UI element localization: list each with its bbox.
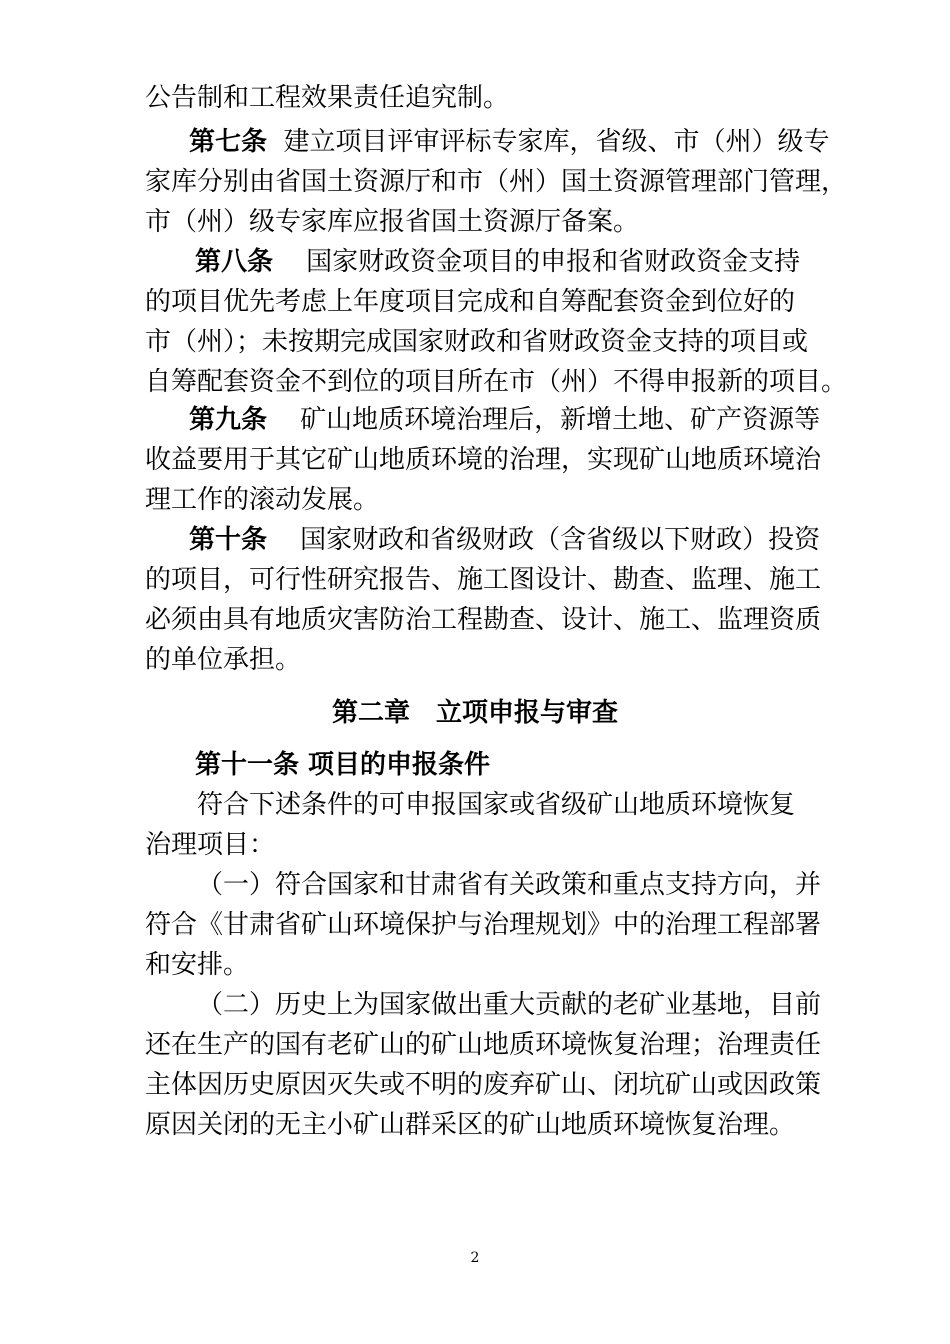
paragraph-continuation — [145, 78, 810, 118]
article-10 — [145, 520, 822, 680]
text-line: 国家财政资金项目的申报和省财政资金支持 — [306, 247, 801, 277]
text-line: 矿山地质环境治理后，新增土地、矿产资源等 — [300, 405, 821, 435]
article-label: 第八条 — [195, 247, 274, 277]
text-line: 的项目，可行性研究报告、施工图设计、勘查、监理、施工 — [145, 565, 822, 595]
text-line: 的项目优先考虑上年度项目完成和自筹配套资金到位好的 — [145, 287, 796, 317]
article-9 — [145, 400, 822, 520]
text-line: 家库分别由省国土资源厅和市（州）国土资源管理部门管理， — [145, 167, 848, 197]
text-line: 必须由具有地质灾害防治工程勘查、设计、施工、监理资质 — [145, 605, 822, 635]
article-11-heading — [145, 745, 810, 785]
chapter-heading: 第二章 立项申报与审查 — [331, 698, 618, 728]
article-8 — [145, 242, 848, 402]
article-label: 第九条 — [189, 405, 268, 435]
article-label: 第十条 — [189, 525, 268, 555]
page-number: 2 — [470, 1250, 480, 1266]
text-line: 公告制和工程效果责任追究制。 — [145, 83, 510, 113]
text-line: 符合下述条件的可申报国家或省级矿山地质环境恢复 — [197, 790, 796, 820]
text-line: 建立项目评审评标专家库，省级、市（州）级专 — [283, 127, 830, 157]
text-line: 国家财政和省级财政（含省级以下财政）投资 — [300, 525, 821, 555]
text-line: 主体因历史原因灭失或不明的废弃矿山、闭坑矿山或因政策 — [145, 1070, 822, 1100]
text-line: 符合《甘肃省矿山环境保护与治理规划》中的治理工程部署 — [145, 910, 822, 940]
article-7 — [145, 122, 848, 242]
condition-item-2 — [145, 985, 822, 1145]
text-line: 和安排。 — [145, 950, 250, 980]
text-line: （一）符合国家和甘肃省有关政策和重点支持方向，并 — [197, 870, 822, 900]
intro-paragraph — [145, 785, 810, 865]
text-line: 市（州）级专家库应报省国土资源厅备案。 — [145, 207, 640, 237]
text-line: 还在生产的国有老矿山的矿山地质环境恢复治理；治理责任 — [145, 1030, 822, 1060]
article-label: 第七条 — [189, 127, 268, 157]
condition-item-1 — [145, 865, 822, 985]
text-line: 自筹配套资金不到位的项目所在市（州）不得申报新的项目。 — [145, 367, 848, 397]
text-line: 原因关闭的无主小矿山群采区的矿山地质环境恢复治理。 — [145, 1110, 796, 1140]
section-heading: 第十一条 项目的申报条件 — [195, 750, 491, 780]
text-line: 收益要用于其它矿山地质环境的治理，实现矿山地质环境治 — [145, 445, 822, 475]
text-line: 的单位承担。 — [145, 645, 302, 675]
text-line: 治理项目： — [145, 830, 276, 860]
text-line: 理工作的滚动发展。 — [145, 485, 380, 515]
text-line: （二）历史上为国家做出重大贡献的老矿业基地，目前 — [197, 990, 822, 1020]
text-line: 市（州）；未按期完成国家财政和省财政资金支持的项目或 — [145, 327, 809, 357]
